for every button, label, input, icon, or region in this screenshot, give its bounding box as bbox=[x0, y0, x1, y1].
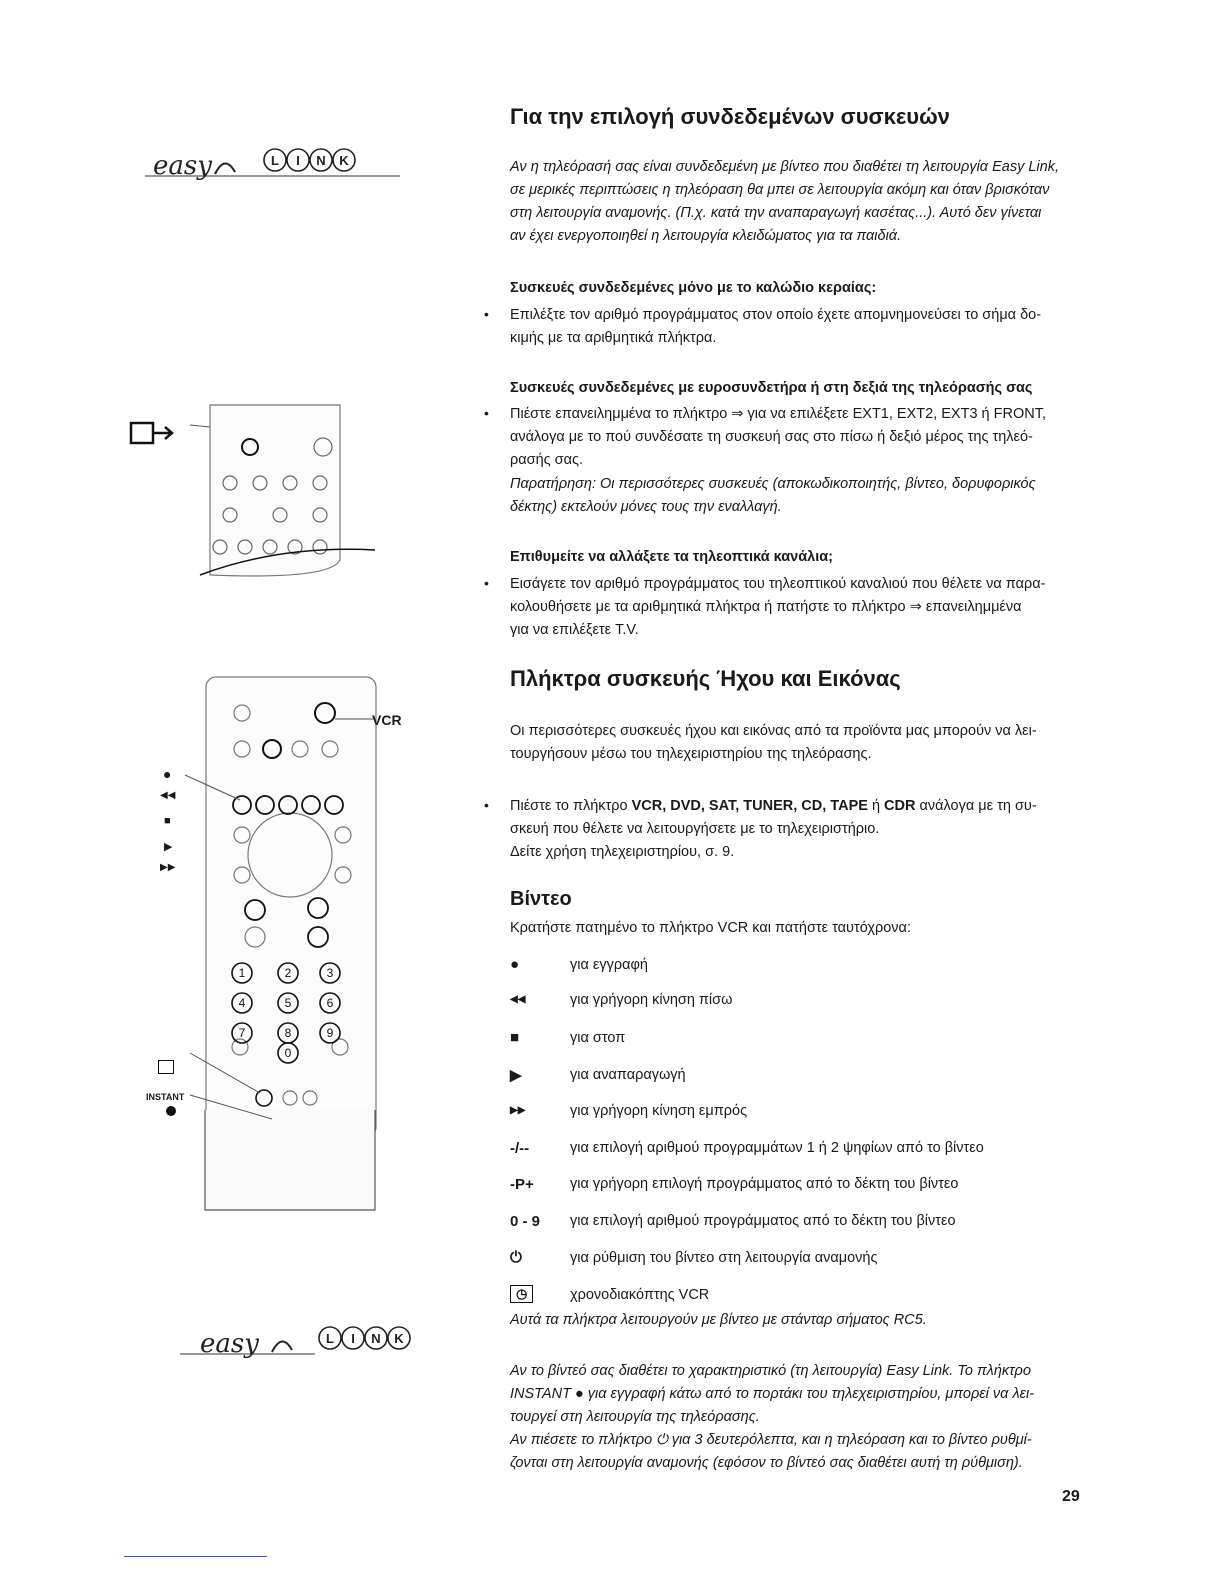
svg-text:L: L bbox=[271, 153, 279, 168]
instant-record-symbol bbox=[166, 1106, 176, 1116]
svg-text:L: L bbox=[326, 1331, 334, 1346]
scart-heading: Συσκευές συνδεδεμένες με ευροσυνδετήρα ή στη δεξιά της τηλεόρασής σας bbox=[510, 380, 1033, 396]
svg-text:8: 8 bbox=[284, 1026, 292, 1040]
remote-top-illustration bbox=[190, 395, 390, 595]
rewind-label: για γρήγορη κίνηση πίσω bbox=[570, 992, 733, 1008]
antenna-text: Επιλέξτε τον αριθμό προγράμματος στον οποίο έχετε απομνημονεύσει το σήμα δο- κιμής με τα αριθμητικά πλήκτρα. bbox=[510, 307, 1042, 346]
easy-link-logo-top bbox=[145, 142, 405, 182]
program-label: για γρήγορη επιλογή προγράμματος από το δέκτη του βίντεο bbox=[570, 1176, 959, 1192]
record-label: για εγγραφή bbox=[570, 957, 648, 973]
remote-full-illustration bbox=[150, 675, 430, 1275]
svg-text:4: 4 bbox=[238, 996, 246, 1010]
section2-title: Πλήκτρα συσκευής Ήχου και Εικόνας bbox=[510, 666, 901, 691]
easy-link-logo-bottom bbox=[180, 1322, 440, 1362]
svg-text:N: N bbox=[316, 153, 326, 168]
scart-note: Παρατήρηση: Οι περισσότερες συσκευές (αποκωδικοποιητής, βίντεο, δορυφορικός δέκτης) εκτελούν μόνες τους την εναλλαγή. bbox=[510, 476, 1036, 515]
tv-heading: Επιθυμείτε να αλλάξετε τα τηλεοπτικά κανάλια; bbox=[510, 549, 833, 565]
ffwd-sym: ▶▶ bbox=[510, 1105, 526, 1116]
scart-text: Πιέστε επανειλημμένα το πλήκτρο ⇒ για να επιλέξετε EXT1, EXT2, EXT3 ή FRONT, ανάλογα με το πού συνδέσατε τη συσκευή σας στο πίσω ή δεξιό μέρος της τηλεό- ρασής σας. bbox=[510, 406, 1046, 468]
stop-label: για στοπ bbox=[570, 1030, 626, 1046]
program-sym: -P+ bbox=[510, 1176, 534, 1193]
svg-text:7: 7 bbox=[238, 1026, 246, 1040]
svg-text:easy: easy bbox=[200, 1329, 259, 1359]
svg-text:I: I bbox=[296, 153, 300, 168]
digits-sym: 0 - 9 bbox=[510, 1213, 541, 1230]
svg-text:0: 0 bbox=[284, 1046, 292, 1060]
svg-text:2: 2 bbox=[284, 966, 292, 980]
footnote-rule bbox=[124, 1556, 267, 1557]
bullet: • bbox=[484, 306, 489, 322]
timer-sym: ◷ bbox=[510, 1285, 533, 1303]
svg-text:I: I bbox=[351, 1331, 355, 1346]
ffwd-symbol: ▶▶ bbox=[160, 862, 176, 873]
section1-title: Για την επιλογή συνδεδεμένων συσκευών bbox=[510, 104, 950, 129]
svg-text:3: 3 bbox=[326, 966, 334, 980]
section2-intro: Οι περισσότερες συσκευές ήχου και εικόνας από τα προϊόντα μας μπορούν να λει- τουργήσουν μέσω του τηλεχειριστηρίου της τηλεόρασης. bbox=[510, 723, 1037, 762]
stop-symbol: ■ bbox=[164, 815, 171, 827]
play-symbol: ▶ bbox=[164, 841, 173, 853]
svg-text:K: K bbox=[394, 1331, 404, 1346]
easy-link-note: Αν το βίντεό σας διαθέτει το χαρακτηριστικό (τη λειτουργία) Easy Link. Το πλήκτρο INSTANT ● για εγγραφή κάτω από το πορτάκι του τηλεχειριστηρίου, μπορεί να λει- τουργεί στη λειτουργία της τηλεόρασης. Αν πιέσετε το πλήκτρο ⏻ για 3 δευτερόλεπτα, και η τηλεόραση και το βίντεο ρυθμί- ζονται στη λειτουργία αναμονής (εφόσον το βίντεό σας διαθέτει αυτή τη ρύθμιση). bbox=[510, 1363, 1035, 1471]
tv-text: Εισάγετε τον αριθμό προγράμματος του τηλεοπτικού καναλιού που θέλετε να παρα- κολουθήσετε με τα αριθμητικά πλήκτρα ή πατήστε το πλήκτρο ⇒ επανειλημμένα για να επιλέξετε T.V. bbox=[510, 576, 1046, 638]
page-number: 29 bbox=[1062, 1488, 1080, 1505]
svg-text:1: 1 bbox=[238, 966, 246, 980]
section1-intro: Αν η τηλεόρασή σας είναι συνδεδεμένη με βίντεο που διαθέτει τη λειτουργία Easy Link, σε μερικές περιπτώσεις η τηλεόραση θα μπει σε λειτουργία ακόμη και όταν βρισκόταν στη λειτουργία αναμονής. (Π.χ. κατά την αναπαραγωγή κασέτας...). Αυτό δεν γίνεται αν έχει ενεργοποιηθεί η λειτουργία κλειδώματος για τα παιδιά. bbox=[510, 159, 1059, 244]
video-title: Βίντεο bbox=[510, 888, 572, 910]
rc5-note: Αυτά τα πλήκτρα λειτουργούν με βίντεο με στάνταρ σήματος RC5. bbox=[510, 1312, 927, 1328]
digits-label: για επιλογή αριθμού προγράμματος από το δέκτη του βίντεο bbox=[570, 1213, 956, 1229]
source-button-icon bbox=[128, 418, 188, 453]
section2-press: Πιέστε το πλήκτρο VCR, DVD, SAT, TUNER, CD, TAPE ή CDR ανάλογα με τη συ- σκευή που θέλετε να λειτουργήσετε με το τηλεχειριστήριο. Δείτε χρήση τηλεχειριστηρίου, σ. 9. bbox=[510, 798, 1037, 860]
record-sym: ● bbox=[510, 956, 520, 973]
stop-sym: ■ bbox=[510, 1029, 520, 1046]
svg-text:6: 6 bbox=[326, 996, 334, 1010]
timer-label: χρονοδιακόπτης VCR bbox=[570, 1287, 710, 1303]
svg-text:easy: easy bbox=[153, 151, 212, 181]
digit-entry-label: για επιλογή αριθμού προγραμμάτων 1 ή 2 ψηφίων από το βίντεο bbox=[570, 1140, 984, 1156]
digit-entry-sym: -/-- bbox=[510, 1140, 530, 1157]
vcr-callout-label: VCR bbox=[372, 712, 402, 728]
svg-text:K: K bbox=[339, 153, 349, 168]
antenna-heading: Συσκευές συνδεδεμένες μόνο με το καλώδιο κεραίας: bbox=[510, 280, 877, 296]
bullet: • bbox=[484, 405, 489, 421]
standby-sym: ⏻ bbox=[510, 1249, 522, 1266]
rewind-symbol: ◀◀ bbox=[160, 790, 176, 801]
svg-text:9: 9 bbox=[326, 1026, 334, 1040]
standby-label: για ρύθμιση του βίντεο στη λειτουργία αναμονής bbox=[570, 1250, 878, 1266]
video-intro: Κρατήστε πατημένο το πλήκτρο VCR και πατήστε ταυτόχρονα: bbox=[510, 920, 911, 936]
play-sym: ▶ bbox=[510, 1067, 522, 1084]
record-symbol: ● bbox=[163, 766, 172, 782]
timer-icon bbox=[158, 1060, 174, 1074]
svg-text:N: N bbox=[371, 1331, 381, 1346]
rewind-sym: ◀◀ bbox=[510, 994, 526, 1005]
svg-text:5: 5 bbox=[284, 996, 292, 1010]
ffwd-label: για γρήγορη κίνηση εμπρός bbox=[570, 1103, 748, 1119]
bullet: • bbox=[484, 797, 489, 813]
play-label: για αναπαραγωγή bbox=[570, 1067, 686, 1083]
bullet: • bbox=[484, 575, 489, 591]
instant-label: INSTANT bbox=[146, 1092, 185, 1102]
